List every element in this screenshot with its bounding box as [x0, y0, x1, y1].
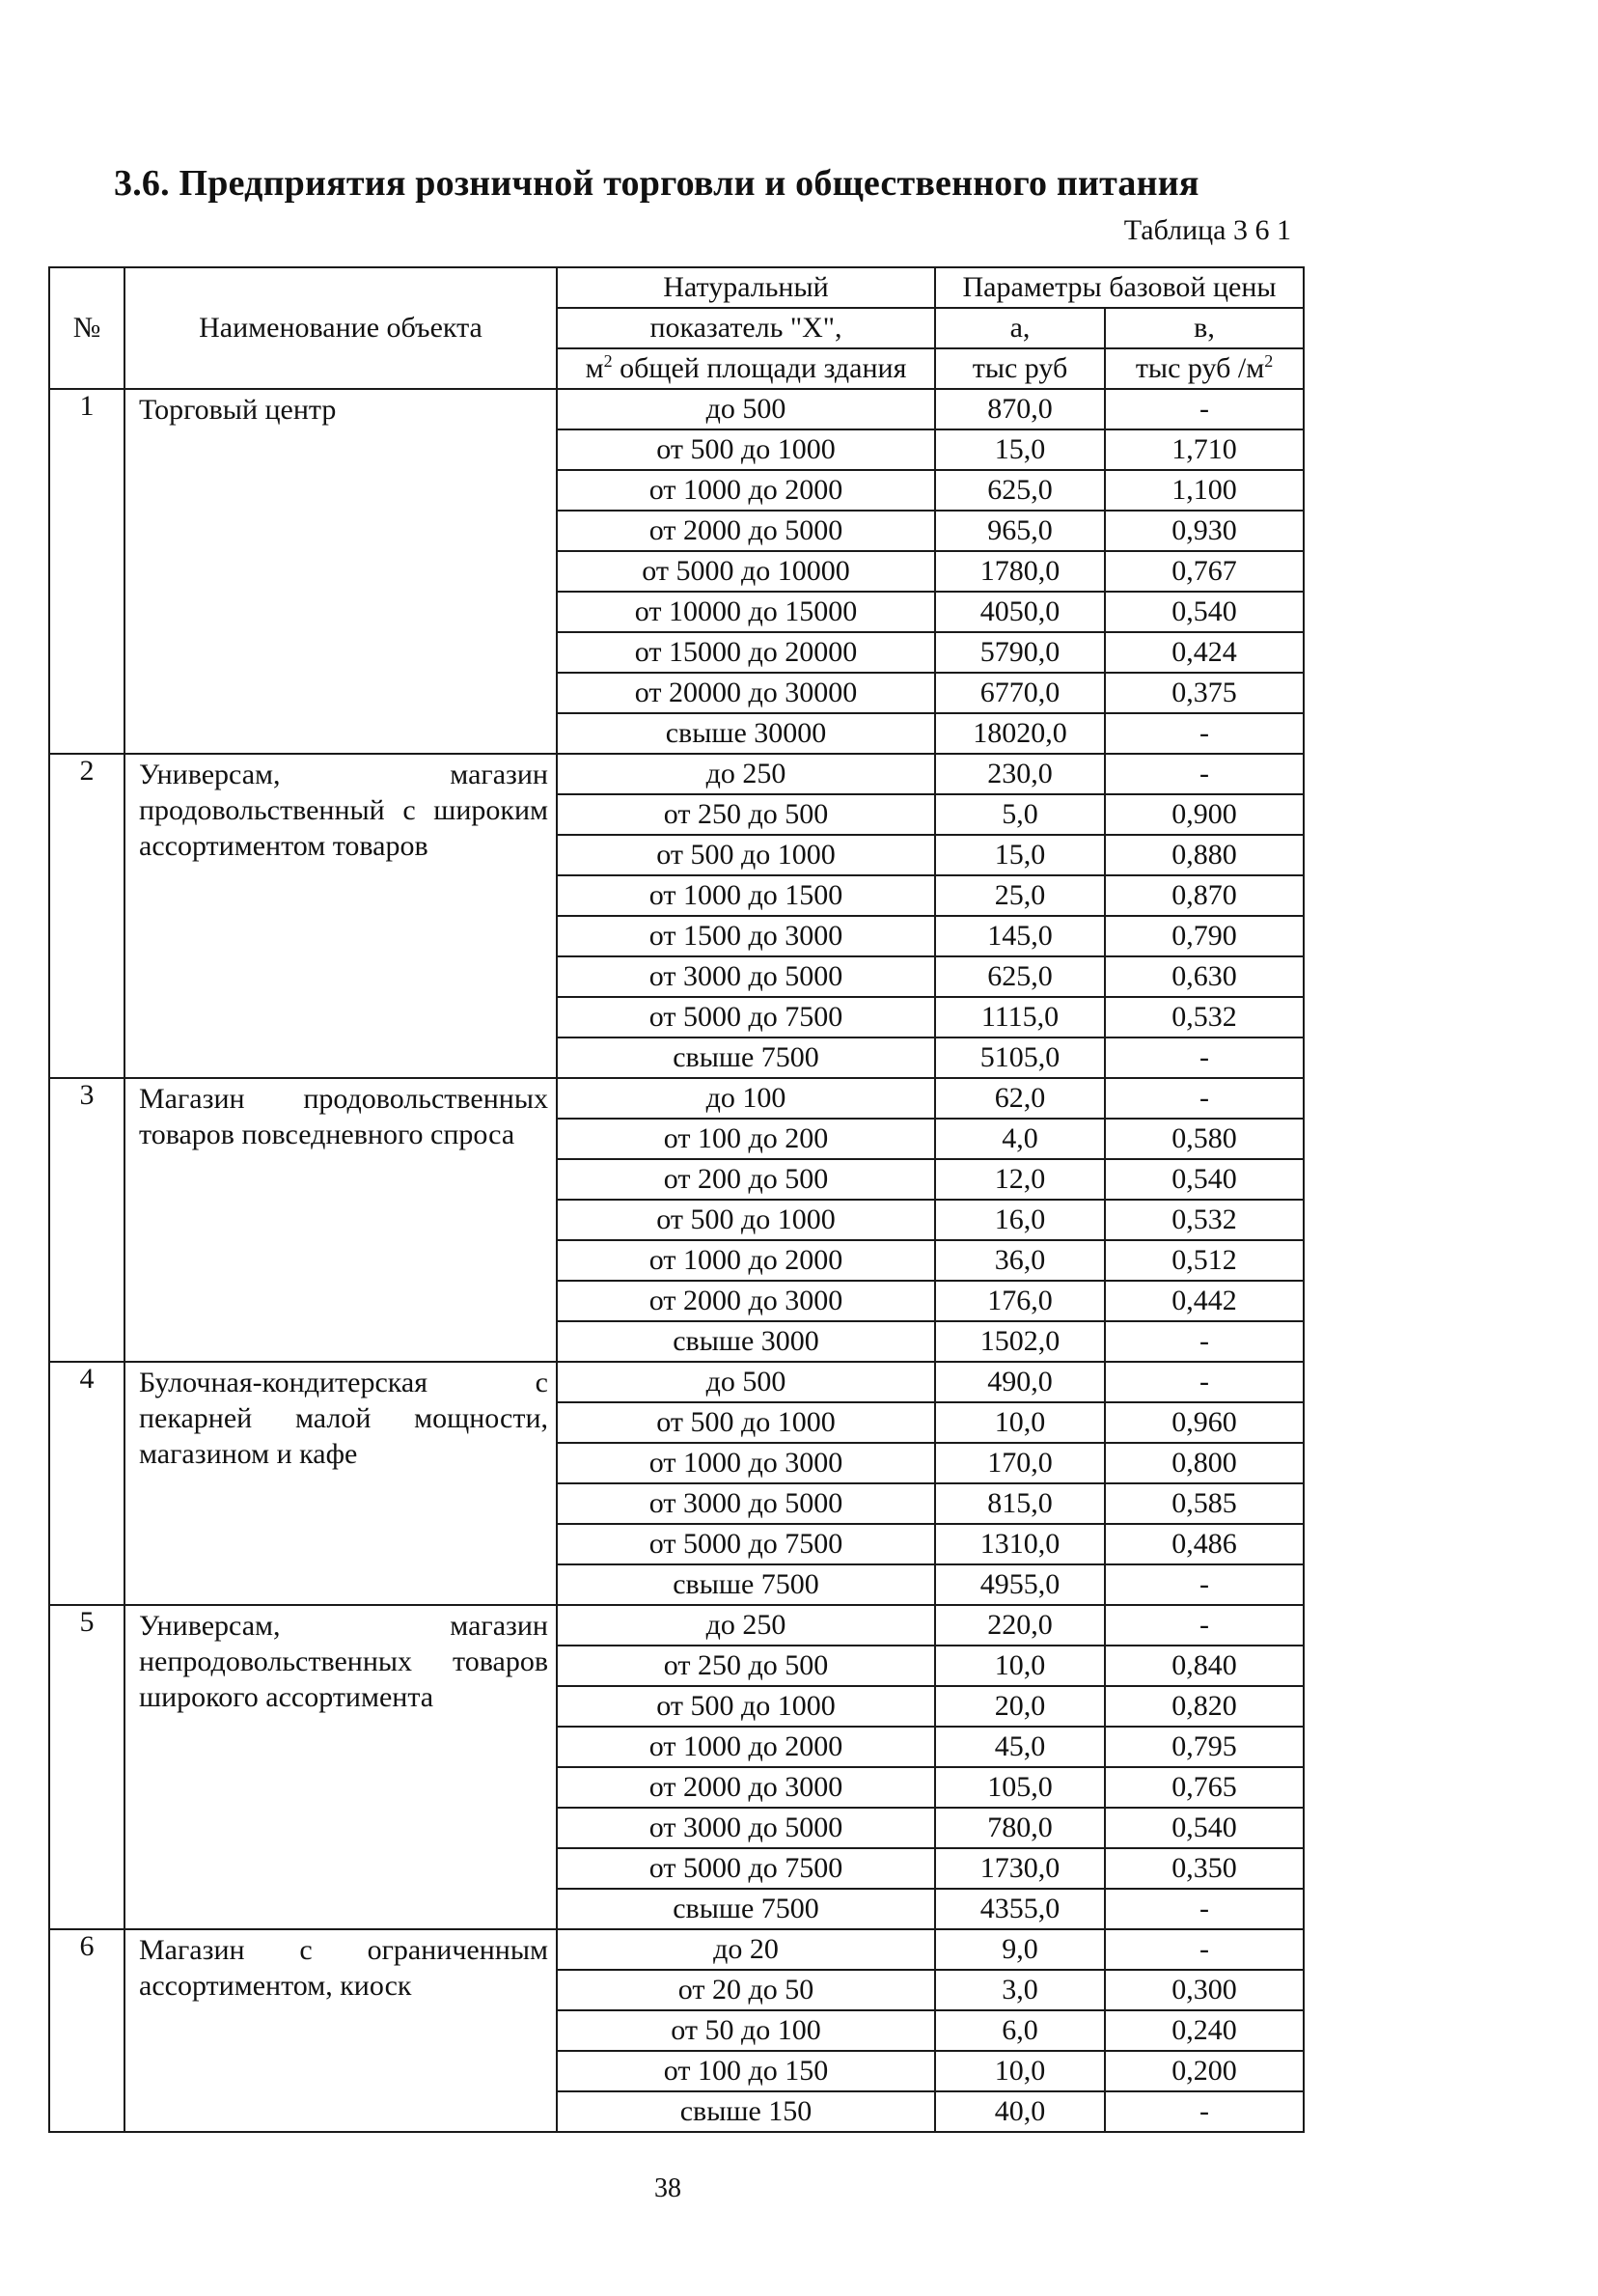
area-range: от 20 до 50: [557, 1970, 935, 2010]
param-a-value: 176,0: [935, 1281, 1105, 1321]
param-b-value: 0,900: [1105, 794, 1304, 835]
area-range: от 20000 до 30000: [557, 673, 935, 713]
param-a-value: 3,0: [935, 1970, 1105, 2010]
area-range: свыше 3000: [557, 1321, 935, 1362]
header-param-b: в,: [1105, 308, 1304, 348]
area-range: от 50 до 100: [557, 2010, 935, 2051]
param-b-value: 0,540: [1105, 592, 1304, 632]
param-b-value: 0,930: [1105, 511, 1304, 551]
param-a-value: 15,0: [935, 835, 1105, 875]
param-a-value: 45,0: [935, 1727, 1105, 1767]
table-row: [49, 1605, 1304, 1646]
param-a-value: 15,0: [935, 429, 1105, 470]
area-range: от 200 до 500: [557, 1159, 935, 1200]
area-range: от 5000 до 7500: [557, 1524, 935, 1564]
area-range: от 2000 до 5000: [557, 511, 935, 551]
param-b-value: 0,200: [1105, 2051, 1304, 2091]
header-param-a-unit: тыс руб: [935, 348, 1105, 389]
param-b-value: 0,585: [1105, 1483, 1304, 1524]
param-a-value: 170,0: [935, 1443, 1105, 1483]
object-name: Универсам, магазин продовольственный с широким ассортиментом товаров: [124, 754, 557, 1078]
param-b-value: 0,375: [1105, 673, 1304, 713]
area-range: от 250 до 500: [557, 1646, 935, 1686]
area-range: свыше 7500: [557, 1037, 935, 1078]
param-a-value: 36,0: [935, 1240, 1105, 1281]
param-b-value: -: [1105, 1321, 1304, 1362]
param-b-value: 0,300: [1105, 1970, 1304, 2010]
area-range: от 1000 до 2000: [557, 1727, 935, 1767]
area-range: от 3000 до 5000: [557, 956, 935, 997]
area-range: свыше 150: [557, 2091, 935, 2132]
unit-sup: 2: [603, 351, 613, 371]
area-range: свыше 7500: [557, 1889, 935, 1929]
param-b-value: 0,540: [1105, 1159, 1304, 1200]
area-range: до 250: [557, 1605, 935, 1646]
param-a-value: 815,0: [935, 1483, 1105, 1524]
param-b-value: 0,795: [1105, 1727, 1304, 1767]
table-row: [49, 1362, 1304, 1402]
param-a-value: 230,0: [935, 754, 1105, 794]
param-b-value: -: [1105, 1037, 1304, 1078]
param-a-value: 9,0: [935, 1929, 1105, 1970]
param-a-value: 105,0: [935, 1767, 1105, 1808]
object-name: Булочная-кондитерская с пекарней малой мощности, магазином и кафе: [124, 1362, 557, 1605]
area-range: от 5000 до 7500: [557, 1848, 935, 1889]
param-a-value: 5,0: [935, 794, 1105, 835]
param-b-value: 0,880: [1105, 835, 1304, 875]
param-a-value: 18020,0: [935, 713, 1105, 754]
area-range: до 500: [557, 389, 935, 429]
param-b-value: 0,350: [1105, 1848, 1304, 1889]
area-range: от 250 до 500: [557, 794, 935, 835]
param-b-value: 0,960: [1105, 1402, 1304, 1443]
param-a-value: 1115,0: [935, 997, 1105, 1037]
table-row: [49, 1929, 1304, 1970]
param-a-value: 4050,0: [935, 592, 1105, 632]
unit-m: м: [585, 352, 604, 384]
area-range: до 500: [557, 1362, 935, 1402]
param-a-value: 25,0: [935, 875, 1105, 916]
area-range: от 500 до 1000: [557, 835, 935, 875]
area-range: от 10000 до 15000: [557, 592, 935, 632]
area-range: от 100 до 200: [557, 1119, 935, 1159]
area-range: от 15000 до 20000: [557, 632, 935, 673]
param-a-value: 10,0: [935, 2051, 1105, 2091]
param-a-value: 4,0: [935, 1119, 1105, 1159]
object-number: 3: [49, 1078, 124, 1362]
area-range: от 3000 до 5000: [557, 1808, 935, 1848]
param-a-value: 20,0: [935, 1686, 1105, 1727]
header-param-b-unit: [1105, 348, 1304, 389]
header-indicator-line2: показатель "X",: [557, 308, 935, 348]
area-range: от 500 до 1000: [557, 1686, 935, 1727]
param-b-value: -: [1105, 2091, 1304, 2132]
area-range: от 1000 до 1500: [557, 875, 935, 916]
param-a-value: 16,0: [935, 1200, 1105, 1240]
area-range: от 5000 до 7500: [557, 997, 935, 1037]
param-a-value: 965,0: [935, 511, 1105, 551]
param-a-value: 62,0: [935, 1078, 1105, 1119]
table-row: [49, 1078, 1304, 1119]
object-name: Универсам, магазин непродовольственных товаров широкого ассортимента: [124, 1605, 557, 1929]
param-b-value: 0,486: [1105, 1524, 1304, 1564]
area-range: до 250: [557, 754, 935, 794]
object-number: 1: [49, 389, 124, 754]
area-range: до 100: [557, 1078, 935, 1119]
area-range: свыше 30000: [557, 713, 935, 754]
base-price-table: [48, 266, 1305, 2133]
param-a-value: 870,0: [935, 389, 1105, 429]
object-name: Магазин продовольственных товаров повседневного спроса: [124, 1078, 557, 1362]
area-range: от 500 до 1000: [557, 1200, 935, 1240]
page-number: 38: [654, 2173, 681, 2203]
param-a-value: 4355,0: [935, 1889, 1105, 1929]
param-b-value: -: [1105, 1605, 1304, 1646]
area-range: от 100 до 150: [557, 2051, 935, 2091]
param-b-value: -: [1105, 713, 1304, 754]
param-a-value: 1310,0: [935, 1524, 1105, 1564]
area-range: от 1000 до 2000: [557, 470, 935, 511]
table-row: [49, 754, 1304, 794]
area-range: от 5000 до 10000: [557, 551, 935, 592]
param-a-value: 5790,0: [935, 632, 1105, 673]
param-a-value: 40,0: [935, 2091, 1105, 2132]
param-a-value: 6770,0: [935, 673, 1105, 713]
param-b-value: 0,424: [1105, 632, 1304, 673]
param-b-value: 0,870: [1105, 875, 1304, 916]
section-heading: 3.6. Предприятия розничной торговли и общественного питания: [114, 163, 1199, 204]
object-name: Торговый центр: [124, 389, 557, 754]
param-b-value: 0,532: [1105, 1200, 1304, 1240]
area-range: от 1000 до 2000: [557, 1240, 935, 1281]
param-b-value: 0,240: [1105, 2010, 1304, 2051]
area-range: от 1500 до 3000: [557, 916, 935, 956]
object-number: 4: [49, 1362, 124, 1605]
header-num: №: [49, 267, 124, 389]
param-a-value: 10,0: [935, 1646, 1105, 1686]
param-a-value: 1780,0: [935, 551, 1105, 592]
param-a-value: 10,0: [935, 1402, 1105, 1443]
param-a-value: 145,0: [935, 916, 1105, 956]
param-b-value: 0,630: [1105, 956, 1304, 997]
table-body: [49, 389, 1304, 2132]
area-range: от 2000 до 3000: [557, 1767, 935, 1808]
param-b-value: -: [1105, 1564, 1304, 1605]
area-range: от 1000 до 3000: [557, 1443, 935, 1483]
area-range: до 20: [557, 1929, 935, 1970]
param-a-value: 490,0: [935, 1362, 1105, 1402]
param-b-value: -: [1105, 1078, 1304, 1119]
header-param-a: а,: [935, 308, 1105, 348]
unit-rest: общей площади здания: [612, 352, 907, 384]
param-a-value: 5105,0: [935, 1037, 1105, 1078]
param-b-value: -: [1105, 1929, 1304, 1970]
param-b-value: 0,820: [1105, 1686, 1304, 1727]
area-range: свыше 7500: [557, 1564, 935, 1605]
param-a-value: 625,0: [935, 956, 1105, 997]
param-a-value: 1502,0: [935, 1321, 1105, 1362]
param-b-value: 0,790: [1105, 916, 1304, 956]
param-b-value: -: [1105, 1362, 1304, 1402]
header-indicator-line1: Натуральный: [557, 267, 935, 308]
param-a-value: 4955,0: [935, 1564, 1105, 1605]
param-b-value: 0,442: [1105, 1281, 1304, 1321]
param-b-value: -: [1105, 1889, 1304, 1929]
object-number: 5: [49, 1605, 124, 1929]
param-b-value: 0,800: [1105, 1443, 1304, 1483]
param-b-value: 0,580: [1105, 1119, 1304, 1159]
table-row: [49, 389, 1304, 429]
area-range: от 3000 до 5000: [557, 1483, 935, 1524]
param-a-value: 220,0: [935, 1605, 1105, 1646]
header-object-name: Наименование объекта: [124, 267, 557, 389]
param-a-value: 6,0: [935, 2010, 1105, 2051]
param-b-value: 0,532: [1105, 997, 1304, 1037]
b-unit-sup: 2: [1264, 351, 1274, 371]
object-number: 2: [49, 754, 124, 1078]
param-b-value: 0,512: [1105, 1240, 1304, 1281]
header-base-price-params: Параметры базовой цены: [935, 267, 1304, 308]
area-range: от 500 до 1000: [557, 429, 935, 470]
table-caption: Таблица 3 6 1: [1123, 214, 1291, 246]
object-name: Магазин с ограниченным ассортиментом, киоск: [124, 1929, 557, 2132]
param-a-value: 625,0: [935, 470, 1105, 511]
param-a-value: 1730,0: [935, 1848, 1105, 1889]
param-b-value: 1,100: [1105, 470, 1304, 511]
param-b-value: 0,767: [1105, 551, 1304, 592]
area-range: от 500 до 1000: [557, 1402, 935, 1443]
header-indicator-unit: [557, 348, 935, 389]
param-b-value: 1,710: [1105, 429, 1304, 470]
param-b-value: 0,765: [1105, 1767, 1304, 1808]
b-unit-text: тыс руб /м: [1135, 352, 1265, 384]
object-number: 6: [49, 1929, 124, 2132]
param-b-value: -: [1105, 389, 1304, 429]
param-b-value: -: [1105, 754, 1304, 794]
param-a-value: 12,0: [935, 1159, 1105, 1200]
param-b-value: 0,840: [1105, 1646, 1304, 1686]
param-a-value: 780,0: [935, 1808, 1105, 1848]
param-b-value: 0,540: [1105, 1808, 1304, 1848]
area-range: от 2000 до 3000: [557, 1281, 935, 1321]
